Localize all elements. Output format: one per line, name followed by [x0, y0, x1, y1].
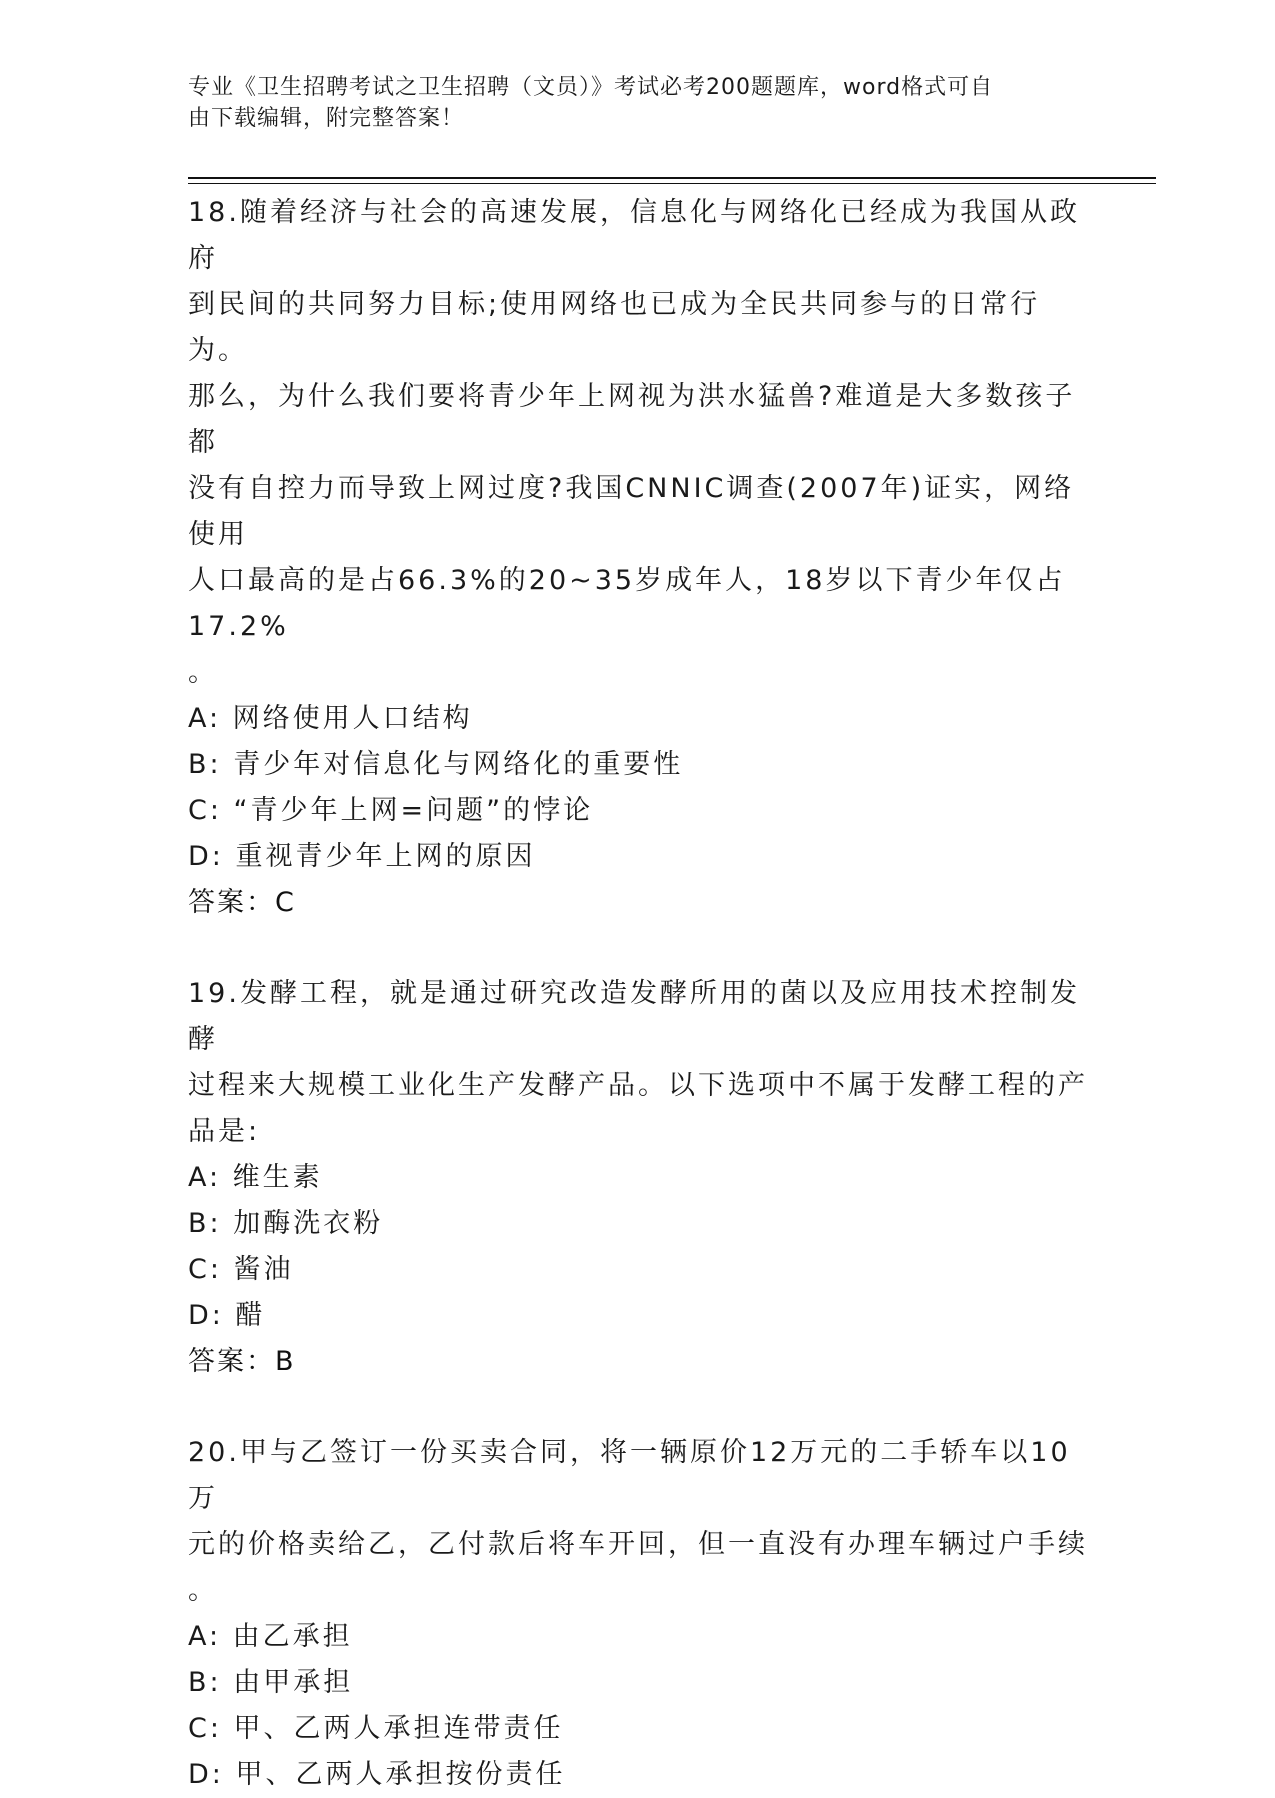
stem-line: 没有自控力而导致上网过度?我国CNNIC调查(2007年)证实，网络使用: [188, 473, 1075, 550]
question-spacer: [188, 926, 1088, 971]
header-rule-thin: [188, 183, 1156, 184]
question-20: [188, 1430, 1088, 1798]
header-line-1: 专业《卫生招聘考试之卫生招聘（文员）》考试必考200题题库，word格式可自: [188, 75, 994, 100]
stem-line: 20.甲与乙签订一份买卖合同，将一辆原价12万元的二手轿车以10万: [188, 1437, 1071, 1514]
question-stem: [188, 1430, 1088, 1614]
stem-line: 人口最高的是占66.3%的20~35岁成年人，18岁以下青少年仅占17.2%: [188, 565, 1066, 642]
stem-line: 。: [188, 1575, 218, 1606]
header-line-2: 由下载编辑，附完整答案！: [188, 106, 465, 131]
header-rule-thick: [188, 177, 1156, 179]
stem-line: 品是:: [188, 1116, 261, 1147]
stem-line: 18.随着经济与社会的高速发展，信息化与网络化已经成为我国从政府: [188, 197, 1080, 274]
question-spacer: [188, 1385, 1088, 1430]
option-a: A: 维生素: [188, 1162, 323, 1193]
option-b: B: 由甲承担: [188, 1667, 354, 1698]
question-19: [188, 971, 1088, 1385]
question-stem: [188, 971, 1088, 1155]
stem-line: 那么，为什么我们要将青少年上网视为洪水猛兽?难道是大多数孩子都: [188, 381, 1076, 458]
option-c: C: 甲、乙两人承担连带责任: [188, 1713, 564, 1744]
option-d: D: 醋: [188, 1300, 266, 1331]
option-b: B: 青少年对信息化与网络化的重要性: [188, 749, 684, 780]
document-header: [188, 72, 1068, 134]
option-a: A: 网络使用人口结构: [188, 703, 473, 734]
answer-line: 答案：C: [188, 887, 296, 918]
stem-line: 到民间的共同努力目标;使用网络也已成为全民共同参与的日常行为。: [188, 289, 1041, 366]
stem-line: 元的价格卖给乙，乙付款后将车开回，但一直没有办理车辆过户手续: [188, 1529, 1088, 1560]
question-stem: [188, 190, 1088, 696]
answer-line: 答案：B: [188, 1346, 296, 1377]
stem-line: 。: [188, 657, 218, 688]
option-b: B: 加酶洗衣粉: [188, 1208, 384, 1239]
question-18: [188, 190, 1088, 926]
question-list: [188, 190, 1088, 1798]
stem-line: 19.发酵工程，就是通过研究改造发酵所用的菌以及应用技术控制发酵: [188, 978, 1080, 1055]
option-d: D: 甲、乙两人承担按份责任: [188, 1759, 566, 1790]
option-c: C: 酱油: [188, 1254, 294, 1285]
stem-line: 过程来大规模工业化生产发酵产品。以下选项中不属于发酵工程的产: [188, 1070, 1088, 1101]
option-d: D: 重视青少年上网的原因: [188, 841, 536, 872]
option-c: C: “青少年上网=问题”的悖论: [188, 795, 594, 826]
option-a: A: 由乙承担: [188, 1621, 353, 1652]
